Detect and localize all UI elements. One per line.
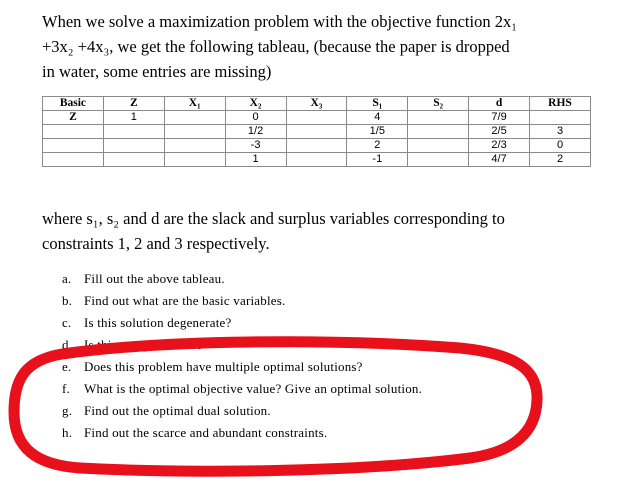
variables-note — [42, 206, 602, 256]
table-cell: 0 — [225, 111, 286, 125]
table-cell: 0 — [530, 139, 591, 153]
question-text: Find out the scarce and abundant constraints. — [84, 425, 328, 440]
list-item — [62, 378, 602, 400]
table-cell — [286, 125, 347, 139]
table-cell — [43, 153, 104, 167]
list-item — [62, 400, 602, 422]
table-cell — [164, 125, 225, 139]
variables-note-line-2: constraints 1, 2 and 3 respectively. — [42, 234, 270, 253]
table-cell — [164, 153, 225, 167]
table-cell — [164, 111, 225, 125]
table-cell: 1 — [103, 111, 164, 125]
table-cell: 2/3 — [469, 139, 530, 153]
table-cell — [164, 139, 225, 153]
question-letter: g. — [62, 403, 73, 418]
question-letter: c. — [62, 315, 72, 330]
question-text: What is the optimal objective value? Give an optimal solution. — [84, 381, 423, 396]
table-cell: 1/5 — [347, 125, 408, 139]
header-x3: X₃ — [286, 97, 347, 111]
table-cell: 7/9 — [469, 111, 530, 125]
list-item — [62, 268, 602, 290]
table-row — [43, 153, 591, 167]
table-cell: -1 — [347, 153, 408, 167]
question-text: Is this an optimal tabl — [84, 337, 202, 352]
table-cell — [408, 153, 469, 167]
question-list — [62, 268, 602, 444]
list-item — [62, 356, 602, 378]
table-cell: 4 — [347, 111, 408, 125]
table-cell — [43, 139, 104, 153]
problem-statement-line-1: When we solve a maximization problem with the objective function 2x₁ — [42, 12, 517, 31]
list-item — [62, 422, 602, 444]
table-cell — [408, 125, 469, 139]
table-cell — [43, 125, 104, 139]
simplex-tableau — [42, 96, 591, 167]
header-z: Z — [103, 97, 164, 111]
table-cell — [286, 139, 347, 153]
question-letter: f. — [62, 381, 70, 396]
table-cell — [103, 125, 164, 139]
question-text: Does this problem have multiple optimal solutions? — [84, 359, 363, 374]
list-item — [62, 312, 602, 334]
question-letter: a. — [62, 271, 72, 286]
question-letter: d. — [62, 337, 73, 352]
header-x1: X₁ — [164, 97, 225, 111]
table-cell — [286, 111, 347, 125]
question-letter: b. — [62, 293, 73, 308]
question-text: Fill out the above tableau. — [84, 271, 225, 286]
header-x2: X₂ — [225, 97, 286, 111]
table-cell: -3 — [225, 139, 286, 153]
header-s2: S₂ — [408, 97, 469, 111]
header-s1: S₁ — [347, 97, 408, 111]
table-cell — [286, 153, 347, 167]
table-cell — [408, 139, 469, 153]
header-rhs: RHS — [530, 97, 591, 111]
table-cell: 3 — [530, 125, 591, 139]
table-cell — [408, 111, 469, 125]
table-cell: 2 — [347, 139, 408, 153]
table-cell: 2 — [530, 153, 591, 167]
table-cell: 1/2 — [225, 125, 286, 139]
question-letter: h. — [62, 425, 73, 440]
table-row — [43, 139, 591, 153]
header-basic: Basic — [43, 97, 104, 111]
table-cell — [530, 111, 591, 125]
table-cell: 1 — [225, 153, 286, 167]
problem-statement — [42, 9, 602, 84]
table-cell — [103, 139, 164, 153]
list-item — [62, 334, 602, 356]
tableau-header-row — [43, 97, 591, 111]
problem-statement-line-2: +3x₂ +4x₃, we get the following tableau, (because the paper is dropped — [42, 37, 510, 56]
table-row — [43, 111, 591, 125]
variables-note-line-1: where s₁, s₂ and d are the slack and surplus variables corresponding to — [42, 209, 505, 228]
table-cell — [103, 153, 164, 167]
problem-statement-line-3: in water, some entries are missing) — [42, 62, 272, 81]
list-item — [62, 290, 602, 312]
table-cell: 4/7 — [469, 153, 530, 167]
table-cell: Z — [43, 111, 104, 125]
question-letter: e. — [62, 359, 72, 374]
question-text: Is this solution degenerate? — [84, 315, 232, 330]
question-text: Find out the optimal dual solution. — [84, 403, 271, 418]
header-d: d — [469, 97, 530, 111]
table-cell: 2/5 — [469, 125, 530, 139]
question-text: Find out what are the basic variables. — [84, 293, 286, 308]
table-row — [43, 125, 591, 139]
